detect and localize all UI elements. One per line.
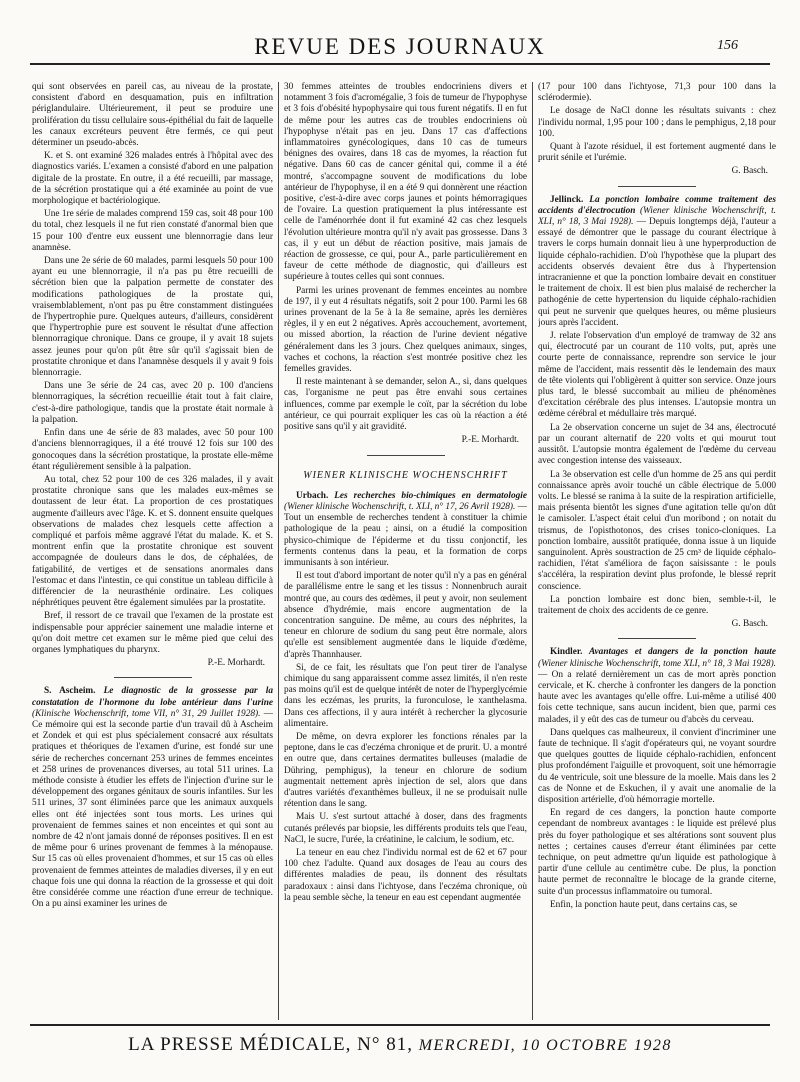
author-signature: P.-E. Morhardt. [207, 658, 265, 669]
paragraph: Il est tout d'abord important de noter qu'il n'y a pas en général de parallélisme entre le sang et les tissus : Nonnenbruch aurait montré que, au cours des œdèmes, il peut y avoir, non seulement absence d'hydrémie, mais encore augmentation de la concentration sanguine. De même, au cours des néphrites, la teneur en chlorure de sodium du sang peut être normale, alors qu'elle est sensiblement augmentée dans le liquide d'œdème, d'après Thannhauser. [284, 571, 527, 660]
author-signature: G. Basch. [731, 619, 768, 630]
article-body: — Tout un ensemble de recherches tendent à constituer la chimie pathologique de la peau ; ainsi, on a étudié la composition physico-chimique de l'épiderme et du tissu conjonctif, les ferments contenus dans la peau, et la formation de corps immunisants à son intérieur. [284, 501, 527, 568]
section-heading: WIENER KLINISCHE WOCHENSCHRIFT [303, 469, 508, 481]
paragraph: La 2e observation concerne un sujet de 34 ans, électrocuté par un courant alternatif de 220 volts et qui mourut tout aussitôt. L'autopsie montra également de l'œdème du cerveau avec congestion intense des vaisseaux. [538, 422, 776, 467]
paragraph: Enfin dans une 4e série de 83 malades, avec 50 pour 100 d'anciens blennorragiques, il a été trouvé 12 fois sur 100 des gonocoques dans la sécrétion prostatique, la prostate elle-même étant régulièrement sensible à la palpation. [32, 428, 273, 472]
article-body: — Ce mémoire qui est la seconde partie d'un travail dû à Ascheim et Zondek et qui est plus spécialement consacré aux résultats pratiques et théoriques de l'examen d'urine, est fondé sur une série de recherches concernant 253 urines de femmes enceintes et 258 urines de provenances diverses, au total 511 urines. La méthode consiste à étudier les effets de l'injection d'urine sur le développement des organes génitaux de souris infantiles. Sur les 511 urines, 37 sont éliminées parce que les animaux auxquels elles ont été injectées sont tous morts. Les urines qui provenaient de femmes saines et non enceintes et qui sont au nombre de 42 n'ont jamais donné de réponses positives. Il en est de même pour 6 urines provenant de femmes à la ménopause. Sur 15 cas où elles provenaient d'hommes, et sur 15 cas où elles provenaient de femmes atteintes de maladies diverses, il y en eut chaque fois une qui donna la réaction de la grossesse et qui doit être considérée comme une réaction d'une erreur de technique. On a pu ainsi examiner les urines de [32, 708, 273, 910]
page-header [0, 26, 800, 66]
paragraph: (17 pour 100 dans l'ichtyose, 71,3 pour 100 dans la sclérodermie). [538, 82, 776, 104]
article-title: Avantages et dangers de la ponction haute [589, 647, 776, 658]
article-source: (Wiener klinische Wochenschrift, t. XLI, n° 18, 3 Mai 1928). [538, 205, 776, 228]
footer-date: MERCREDI, 10 OCTOBRE 1928 [418, 1037, 672, 1054]
column-divider-2 [532, 82, 533, 1020]
paragraph: Au total, chez 52 pour 100 de ces 326 malades, il y avait prostatite chronique sans que les malades eux-mêmes se doutassent de leur état. La proportion de ces prostatiques augmente d'ailleurs avec l'âge. K. et S. donnent ensuite quelques observations de malades chez lesquels cette affection a compliqué et parfois même aggravé l'état du malade. K. et S. montrent enfin que la prostatite chronique est souvent accompagnée de douleurs dans le dos, de céphalées, de fatigabilité, de vertiges et de sensations anormales dans l'estomac et dans l'intestin, ce qui constitue un tableau difficile à différencier de la neurasthénie ordinaire. Les coliques néphrétiques peuvent être également simulées par la prostatite. [32, 474, 273, 609]
paragraph: Bref, il ressort de ce travail que l'examen de la prostate est indispensable pour apprécier sainement une maladie interne et qu'on doit mettre cet examen sur le même pied que celui des organes lymphatiques du pharynx. [32, 611, 273, 655]
article-author: Jellinck. [550, 194, 584, 205]
page-footer [0, 1024, 800, 1060]
author-signature: G. Basch. [731, 166, 768, 177]
article-paragraph [284, 491, 527, 569]
paragraph: Dans quelques cas malheureux, il convient d'incriminer une faute de technique. Il s'agit d'opérateurs qui, ne voyant sourdre que quelques gouttes de liquide céphalo-rachidien, enfoncent plus profondément l'aiguille et provoquent, soit une hémorragie du 4e ventricule, soit une blessure de la moelle. Mais dans les 2 cas de Nonne et de Eskuchen, il y avait une anomalie de la disposition artérielle, d'où hémorragie mortelle. [538, 727, 776, 805]
article-source: (Klinische Wochenschrift, tome VII, n° 31, 29 Juillet 1928). [32, 708, 261, 719]
article-separator [618, 638, 696, 639]
article-paragraph [32, 686, 273, 910]
article-separator [114, 677, 192, 678]
paragraph: La teneur en eau chez l'individu normal est de 62 et 67 pour 100 chez l'adulte. Quand aux dosages de l'eau au cours des différentes maladies de peau, ils donnent des résultats paradoxaux : ainsi dans l'ichtyose, dans l'eczéma chronique, où la peau semble sèche, la teneur en eau est cependant augmentée [284, 848, 527, 903]
article-author: S. Ascheim. [44, 686, 96, 697]
paragraph: 30 femmes atteintes de troubles endocriniens divers et notamment 3 fois d'acromégalie, 3 fois de tumeur de l'hypophyse et 3 fois d'obésité hypophysaire qui tous furent négatifs. Il en fut de même pour les autres cas de troubles endocriniens où l'hypophyse n'était pas en jeu. Dans 17 cas d'affections inflammatoires gynécologiques, dans 10 cas de tumeurs bénignes des ovaires, dans 18 cas de myomes, la réaction fut négative. Dans 60 cas de cancer génital qui, comme il a été montré, s'accompagne souvent de modifications du lobe antérieur de l'hypophyse, il en a été 9 qui donnèrent une réaction positive, c'est-à-dire avec corps jaunes et points hémorragiques de l'ovaire. La question pratiquement la plus intéressante est celle de l'aménorrhée dont il fut examiné 42 cas chez lesquels l'évolution ultérieure montra qu'il n'y avait pas grossesse. Dans 3 cas, il y eut un début de réaction positive, mais jamais de réaction de grossesse, ce qui, pour A., parle particulièrement en faveur de cette méthode de diagnostic, qui d'ailleurs est supérieure à toutes celles qui sont connues. [284, 82, 527, 283]
article-paragraph [538, 195, 776, 329]
article-separator [618, 186, 696, 187]
article-body: — Depuis longtemps déjà, l'auteur a essayé de démontrer que le passage du courant électrique à travers le corps humain donnait lieu à une hyperproduction de liquide céphalo-rachidien. D'où l'hypothèse que la plupart des accidents observés devaient être dus à l'hypertension intracranienne et que la ponction lombaire devait en constituer le traitement de choix. Il est bien plus malaisé de rechercher la pathogénie de cette hypertension du liquide céphalo-rachidien qui peut ne survenir que quelques heures, ou même plusieurs jours après l'accident. [538, 217, 776, 328]
column-divider-1 [278, 82, 279, 1020]
paragraph: Enfin, la ponction haute peut, dans certains cas, se [550, 899, 738, 910]
paragraph: J. relate l'observation d'un employé de tramway de 32 ans qui, électrocuté par un courant de 110 volts, put, après une courte perte de connaissance, reprendre son service le jour même de l'accident, mais ressentit dès le lendemain des maux de tête violents qui l'obligèrent à quitter son service. Onze jours plus tard, le blessé succombait au milieu de phénomènes d'excitation cérébrale des plus intenses. L'autopsie montra un œdème cérébral et médullaire très marqué. [538, 331, 776, 420]
article-body: — On a relaté dernièrement un cas de mort après ponction cervicale, et K. cherche à confronter les dangers de la ponction haute avec les avantages qu'elle offre. Lui-même a utilisé 400 fois cette technique, sans aucun incident, bien que, parmi ces malades, il y eût des cas de tumeur ou d'abcès du cerveau. [538, 669, 776, 725]
paragraph: Si, de ce fait, les résultats que l'on peut tirer de l'analyse chimique du sang apparaissent comme assez limités, il n'en reste pas moins qu'il est de quelque intérêt de noter de l'hyperglycémie dans les eczémas, les prurits, la furonculose, le xanthelasma. Dans ces affections, il y aura intérêt à rechercher la glycosurie alimentaire. [284, 662, 527, 729]
article-title: Les recherches bio-chimiques en dermatologie [334, 490, 527, 501]
paragraph: De même, on devra explorer les fonctions rénales par la peptone, dans le cas d'eczéma chronique et de prurit. U. a montré en outre que, dans certaines dermatites bulleuses (maladie de Dühring, pemphigus), la teneur en chlorure de sodium augmentait nettement après injection de sel, alors que dans d'autres variétés d'exanthèmes bulleux, il ne se produisait nulle rétention dans le sang. [284, 731, 527, 810]
paragraph: Mais U. s'est surtout attaché à doser, dans des fragments cutanés prélevés par biopsie, les différents produits tels que l'eau, NaCl, le sucre, l'urée, la créatinine, le calcium, le sodium, etc. [284, 812, 527, 845]
paragraph: Le dosage de NaCl donne les résultats suivants : chez l'individu normal, 1,95 pour 100 ; dans le pemphigus, 2,18 pour 100. [538, 106, 776, 139]
paragraph: Dans une 2e série de 60 malades, parmi lesquels 50 pour 100 ayant eu une blennorragie, il n'a pas pu être recueilli de sécrétion bien que la palpation permette de constater des modifications pathologiques de la prostate qui, vraisemblablement, n'ont pas pu être constamment distinguées de l'hypertrophie pure. Quelques auteurs, d'ailleurs, considèrent que l'hypertrophie pure est souvent le résultat d'une affection blennorragique chronique. Dans ce groupe, il y avait 18 sujets assez jeunes pour qu'on pût être sûr qu'il s'agissait bien de prostatite chronique et dans l'anamnèse desquels il y avait 9 fois blennorragie. [32, 256, 273, 379]
header-rule [30, 63, 770, 65]
author-signature: P.-E. Morhardt. [461, 435, 519, 446]
article-title: La ponction lombaire comme traitement des accidents d'électrocution [538, 194, 776, 216]
footer-rule [30, 1024, 770, 1026]
column-middle [284, 82, 527, 1022]
article-source: (Wiener klinische Wochenschrift, t. XLI, n° 17, 26 Avril 1928). [284, 501, 516, 512]
paragraph: Dans une 3e série de 24 cas, avec 20 p. 100 d'anciens blennorragiques, la sécrétion recueillie était tout à fait claire, c'est-à-dire pathologique, tandis que la prostate était normale à la palpation. [32, 381, 273, 425]
column-left [32, 82, 273, 1022]
article-source: (Wiener klinische Wochenschrift, tome XLI, n° 18, 3 Mai 1928). [538, 658, 776, 669]
paragraph: Une 1re série de malades comprend 159 cas, soit 48 pour 100 du total, chez lesquels il ne fut rien constaté d'anormal bien que 15 pour 100 d'entre eux eussent une blennorragie dans leur anamnèse. [32, 209, 273, 253]
footer-journal: LA PRESSE MÉDICALE, N° 81, [128, 1034, 413, 1055]
paragraph: Parmi les urines provenant de femmes enceintes au nombre de 197, il y eut 4 résultats négatifs, soit 2 pour 100. Parmi les 68 urines provenant de la 5e à la 8e semaine, après les dernières règles, il y en eut 2 négatives. Après accouchement, avortement, ou missed abortion, la réaction de l'urine devient négative généralement dans les 3 jours. Chez quelques animaux, singes, vaches et cochons, la réaction s'est montrée positive chez les femelles gravides. [284, 285, 527, 375]
paragraph: K. et S. ont examiné 326 malades entrés à l'hôpital avec des diagnostics variés. L'examen a consisté d'abord en une palpation digitale de la prostate. En outre, il a été recueilli, par massage, de la sécrétion prostatique qui a été examinée au point de vue morphologique et bactériologique. [32, 151, 273, 207]
paragraph: La ponction lombaire est donc bien, semble-t-il, le traitement de choix des accidents de ce genre. [538, 594, 776, 616]
paragraph: Il reste maintenant à se demander, selon A., si, dans quelques cas, l'organisme ne peut pas être envahi sous certaines influences, comme par exemple le coït, par la sécrétion du lobe antérieur, ce qui pourrait expliquer les cas où la réaction a été positive sans qu'il y ait gravidité. [284, 377, 527, 433]
footer-text [0, 1034, 800, 1057]
article-title: Le diagnostic de la grossesse par la constatation de l'hormone du lobe antérieur dans l'urine [32, 686, 273, 708]
paragraph: En regard de ces dangers, la ponction haute comporte cependant de nombreux avantages : le liquide est prélevé plus près du foyer pathologique et ses altérations sont souvent plus nettes ; certaines causes d'erreur étant éliminées par cette technique, on peut admettre qu'un liquide est pathologique à partir d'une cellule au centimètre cube. De plus, la ponction haute permet de reconnaître le blocage de la grande citerne, suite d'un processus inflammatoire ou tumoral. [538, 808, 776, 897]
paragraph: Quant à l'azote résiduel, il est fortement augmenté dans le prurit sénile et l'urémie. [538, 142, 776, 164]
article-author: Urbach. [296, 490, 329, 501]
paragraph: qui sont observées en pareil cas, au niveau de la prostate, consistent d'abord en desquamation, puis en infiltration périglandulaire. Ultérieurement, il peut se produire une prolifération du tissu cellulaire sous-épithélial du fait de laquelle les canaux excréteurs peuvent être fermés, ce qui peut déterminer un pseudo-abcès. [32, 82, 273, 149]
paragraph: La 3e observation est celle d'un homme de 25 ans qui perdit connaissance après avoir touché un câble électrique de 5.000 volts. Le blessé se ranima à la suite de la respiration artificielle, mais présenta bientôt les signes d'une agitation telle qu'on dût le camisoler. L'aspect était celui d'un moribond ; on notait du trismus, de l'opisthotonos, des crises tonico-cloniques. La ponction lombaire, aussitôt pratiquée, donna issue à un liquide sanguinolent. Après soustraction de 25 cm³ de liquide céphalo-rachidien, l'état s'améliora de façon saisissante : le pouls s'accéléra, la respiration devint plus profonde, le blessé reprit conscience. [538, 469, 776, 592]
column-right [538, 82, 776, 1022]
article-separator [367, 455, 445, 456]
page-title: REVUE DES JOURNAUX [254, 34, 546, 59]
page-number: 156 [717, 38, 738, 53]
article-paragraph [538, 647, 776, 725]
article-author: Kindler. [550, 647, 583, 658]
